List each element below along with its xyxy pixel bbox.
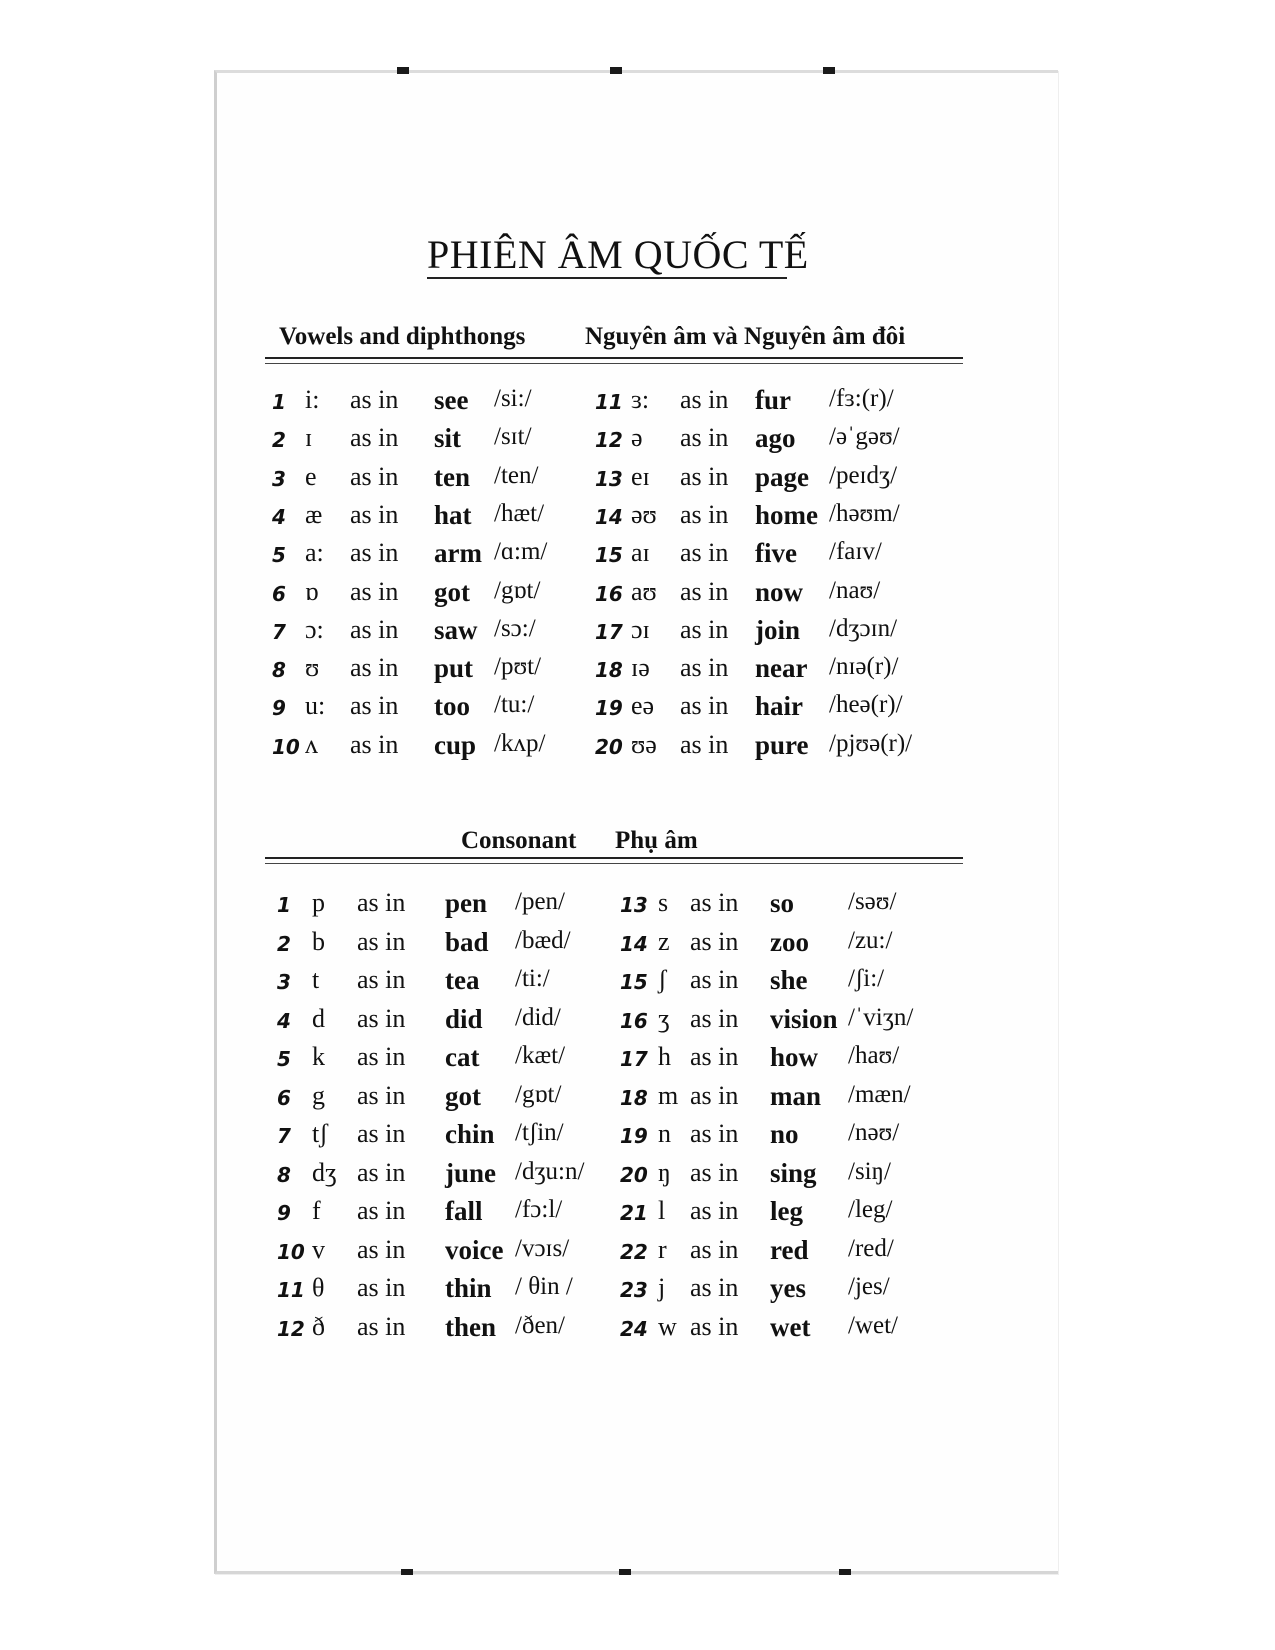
phoneme-symbol: aʊ xyxy=(631,576,657,606)
divider xyxy=(265,357,963,359)
example-word: see xyxy=(434,385,469,415)
phoneme-symbol: l xyxy=(658,1196,666,1225)
example-word: hair xyxy=(755,691,804,722)
row-number: 5 xyxy=(272,543,286,568)
as-in-label: as in xyxy=(350,691,399,721)
as-in-label: as in xyxy=(357,888,406,917)
example-word: bad xyxy=(445,926,489,957)
ipa-transcription: /pʊt/ xyxy=(494,653,542,681)
ipa-transcription: /ʃi:/ xyxy=(848,965,885,992)
ipa-transcription: /bæd/ xyxy=(515,926,571,954)
row-number: 19 xyxy=(595,696,623,721)
ipa-transcription: /ti:/ xyxy=(515,965,550,992)
phoneme-symbol: r xyxy=(658,1234,667,1264)
example-word: yes xyxy=(770,1273,806,1303)
phoneme-symbol: n xyxy=(658,1119,671,1148)
book-page xyxy=(214,70,1058,1574)
as-in-label: as in xyxy=(690,1042,739,1071)
row-number: 3 xyxy=(277,970,291,994)
phoneme-symbol: f xyxy=(312,1196,321,1225)
as-in-label: as in xyxy=(690,888,739,917)
example-word: wet xyxy=(770,1311,811,1342)
as-in-label: as in xyxy=(680,461,729,491)
row-number: 7 xyxy=(277,1124,291,1148)
as-in-label: as in xyxy=(680,576,729,606)
binding-mark xyxy=(619,1569,631,1575)
phoneme-symbol: e xyxy=(305,461,317,491)
as-in-label: as in xyxy=(690,1003,739,1033)
ipa-transcription: /zu:/ xyxy=(848,926,893,954)
example-word: cat xyxy=(445,1042,480,1072)
ipa-transcription: /ɑ:m/ xyxy=(494,538,548,566)
divider xyxy=(265,863,963,864)
row-number: 4 xyxy=(272,504,286,529)
ipa-transcription: /hæt/ xyxy=(494,499,545,527)
ipa-transcription: /fɜ:(r)/ xyxy=(829,385,894,412)
ipa-transcription: /kæt/ xyxy=(515,1042,566,1069)
row-number: 10 xyxy=(272,734,300,759)
example-word: sit xyxy=(434,423,461,454)
phoneme-symbol: ɜ: xyxy=(631,385,650,414)
ipa-transcription: /heə(r)/ xyxy=(829,691,903,719)
row-number: 6 xyxy=(277,1085,291,1110)
example-word: page xyxy=(755,461,809,492)
phoneme-symbol: ɔ: xyxy=(305,614,324,644)
row-number: 9 xyxy=(272,696,286,721)
as-in-label: as in xyxy=(357,1042,406,1071)
as-in-label: as in xyxy=(350,461,399,491)
row-number: 2 xyxy=(277,931,291,956)
example-word: ago xyxy=(755,423,796,454)
as-in-label: as in xyxy=(350,576,399,606)
row-number: 10 xyxy=(277,1239,305,1264)
as-in-label: as in xyxy=(690,965,739,994)
example-word: leg xyxy=(770,1196,803,1226)
row-number: 9 xyxy=(277,1201,291,1225)
example-word: she xyxy=(770,965,808,995)
example-word: tea xyxy=(445,965,480,995)
ipa-transcription: /tu:/ xyxy=(494,691,535,719)
phoneme-symbol: h xyxy=(658,1042,671,1071)
ipa-transcription: /mæn/ xyxy=(848,1080,911,1108)
example-word: chin xyxy=(445,1119,495,1149)
example-word: june xyxy=(445,1157,497,1188)
phoneme-symbol: g xyxy=(312,1080,325,1110)
as-in-label: as in xyxy=(350,538,399,568)
ipa-transcription: /haʊ/ xyxy=(848,1042,900,1069)
example-word: cup xyxy=(434,729,477,760)
row-number: 12 xyxy=(595,428,623,453)
example-word: red xyxy=(770,1234,809,1265)
example-word: five xyxy=(755,538,797,569)
ipa-transcription: /si:/ xyxy=(494,385,532,412)
as-in-label: as in xyxy=(350,614,399,644)
ipa-transcription: /ten/ xyxy=(494,461,539,489)
as-in-label: as in xyxy=(680,423,729,453)
as-in-label: as in xyxy=(680,538,729,568)
row-number: 2 xyxy=(272,428,286,453)
example-word: fur xyxy=(755,385,791,415)
row-number: 11 xyxy=(277,1278,305,1302)
phoneme-symbol: z xyxy=(658,926,670,956)
example-word: got xyxy=(434,576,470,607)
example-word: got xyxy=(445,1080,481,1111)
example-word: did xyxy=(445,1003,483,1034)
as-in-label: as in xyxy=(357,1157,406,1187)
phoneme-symbol: k xyxy=(312,1042,325,1071)
row-number: 12 xyxy=(277,1316,305,1341)
consonants-heading-vi: Phụ âm xyxy=(615,827,698,854)
ipa-transcription: /ðen/ xyxy=(515,1311,565,1339)
row-number: 22 xyxy=(620,1239,648,1264)
phoneme-symbol: eə xyxy=(631,691,655,721)
example-word: too xyxy=(434,691,470,722)
phoneme-symbol: b xyxy=(312,926,325,956)
row-number: 8 xyxy=(277,1162,291,1187)
ipa-transcription: /sɪt/ xyxy=(494,423,532,451)
as-in-label: as in xyxy=(350,653,399,683)
phoneme-symbol: əʊ xyxy=(631,499,657,529)
example-word: ten xyxy=(434,461,470,492)
example-word: sing xyxy=(770,1157,817,1188)
row-number: 18 xyxy=(620,1085,648,1110)
as-in-label: as in xyxy=(690,1157,739,1187)
as-in-label: as in xyxy=(690,1196,739,1225)
phoneme-symbol: ɪə xyxy=(631,653,650,683)
example-word: fall xyxy=(445,1196,483,1226)
example-word: arm xyxy=(434,538,482,569)
as-in-label: as in xyxy=(680,729,729,759)
as-in-label: as in xyxy=(690,926,739,956)
example-word: zoo xyxy=(770,926,809,957)
as-in-label: as in xyxy=(690,1119,739,1148)
as-in-label: as in xyxy=(690,1273,739,1302)
example-word: voice xyxy=(445,1234,504,1265)
ipa-transcription: /fɔ:l/ xyxy=(515,1196,563,1223)
binding-mark xyxy=(397,67,409,74)
as-in-label: as in xyxy=(357,1311,406,1341)
example-word: put xyxy=(434,653,474,684)
ipa-transcription: / θin / xyxy=(515,1273,573,1300)
ipa-transcription: /faɪv/ xyxy=(829,538,882,566)
as-in-label: as in xyxy=(690,1234,739,1264)
ipa-transcription: /ˈviʒn/ xyxy=(848,1003,914,1031)
phoneme-symbol: w xyxy=(658,1311,677,1341)
as-in-label: as in xyxy=(350,423,399,453)
as-in-label: as in xyxy=(357,1273,406,1302)
row-number: 20 xyxy=(595,734,623,759)
row-number: 18 xyxy=(595,658,623,683)
as-in-label: as in xyxy=(357,926,406,956)
phoneme-symbol: ɪ xyxy=(305,423,313,453)
phoneme-symbol: p xyxy=(312,888,325,917)
example-word: now xyxy=(755,576,804,607)
phoneme-symbol: dʒ xyxy=(312,1157,337,1187)
phoneme-symbol: tʃ xyxy=(312,1119,328,1148)
as-in-label: as in xyxy=(350,729,399,759)
row-number: 14 xyxy=(620,931,648,956)
phoneme-symbol: ʃ xyxy=(658,965,667,994)
phoneme-symbol: ʌ xyxy=(305,729,318,759)
row-number: 21 xyxy=(620,1201,648,1225)
example-word: so xyxy=(770,888,795,918)
phoneme-symbol: i: xyxy=(305,385,320,414)
ipa-transcription: /did/ xyxy=(515,1003,561,1031)
ipa-transcription: /gɒt/ xyxy=(494,576,541,604)
phoneme-symbol: ʊə xyxy=(631,729,657,759)
divider xyxy=(265,857,963,859)
phoneme-symbol: æ xyxy=(305,499,323,529)
row-number: 11 xyxy=(595,390,623,414)
row-number: 13 xyxy=(595,466,623,491)
as-in-label: as in xyxy=(357,1119,406,1148)
example-word: thin xyxy=(445,1273,492,1303)
as-in-label: as in xyxy=(357,1234,406,1264)
phoneme-symbol: t xyxy=(312,965,320,994)
row-number: 1 xyxy=(272,390,286,414)
phoneme-symbol: ɔɪ xyxy=(631,614,650,644)
vowels-heading-vi: Nguyên âm và Nguyên âm đôi xyxy=(585,323,906,350)
as-in-label: as in xyxy=(350,385,399,414)
phoneme-symbol: ʊ xyxy=(305,653,320,683)
vowels-heading-en: Vowels and diphthongs xyxy=(279,323,526,350)
row-number: 20 xyxy=(620,1162,648,1187)
row-number: 1 xyxy=(277,893,291,917)
consonants-heading-en: Consonant xyxy=(461,827,577,854)
row-number: 17 xyxy=(620,1047,648,1071)
as-in-label: as in xyxy=(350,499,399,529)
ipa-transcription: /pjʊə(r)/ xyxy=(829,729,913,757)
phoneme-symbol: ə xyxy=(631,423,643,453)
phoneme-symbol: u: xyxy=(305,691,326,721)
phoneme-symbol: θ xyxy=(312,1273,325,1302)
phoneme-symbol: ð xyxy=(312,1311,325,1341)
as-in-label: as in xyxy=(690,1080,739,1110)
as-in-label: as in xyxy=(357,965,406,994)
as-in-label: as in xyxy=(680,499,729,529)
phoneme-symbol: ŋ xyxy=(658,1157,671,1187)
phoneme-symbol: a: xyxy=(305,538,324,568)
as-in-label: as in xyxy=(680,614,729,644)
example-word: vision xyxy=(770,1003,838,1034)
phoneme-symbol: v xyxy=(312,1234,325,1264)
ipa-transcription: /wet/ xyxy=(848,1311,898,1339)
ipa-transcription: /naʊ/ xyxy=(829,576,881,604)
as-in-label: as in xyxy=(680,385,729,414)
ipa-transcription: /peɪdʒ/ xyxy=(829,461,898,489)
ipa-transcription: /leg/ xyxy=(848,1196,893,1223)
phoneme-symbol: eɪ xyxy=(631,461,650,491)
row-number: 8 xyxy=(272,658,286,683)
ipa-transcription: /səʊ/ xyxy=(848,888,897,915)
ipa-transcription: /kʌp/ xyxy=(494,729,546,757)
ipa-transcription: /siŋ/ xyxy=(848,1157,891,1185)
row-number: 14 xyxy=(595,504,623,529)
row-number: 23 xyxy=(620,1278,648,1302)
example-word: near xyxy=(755,653,808,684)
row-number: 3 xyxy=(272,466,286,491)
phoneme-symbol: s xyxy=(658,888,669,917)
as-in-label: as in xyxy=(680,653,729,683)
row-number: 16 xyxy=(595,581,623,606)
row-number: 4 xyxy=(277,1008,291,1033)
binding-mark xyxy=(610,67,622,74)
row-number: 7 xyxy=(272,619,286,644)
example-word: join xyxy=(755,614,801,645)
binding-mark xyxy=(839,1569,851,1575)
row-number: 17 xyxy=(595,619,623,644)
ipa-transcription: /tʃin/ xyxy=(515,1119,564,1146)
row-number: 15 xyxy=(620,970,648,994)
example-word: pure xyxy=(755,729,809,760)
example-word: home xyxy=(755,499,818,530)
example-word: pen xyxy=(445,888,488,918)
phoneme-symbol: d xyxy=(312,1003,325,1033)
example-word: how xyxy=(770,1042,819,1072)
ipa-transcription: /gɒt/ xyxy=(515,1080,562,1108)
ipa-transcription: /dʒɔɪn/ xyxy=(829,614,898,642)
ipa-transcription: /əˈgəʊ/ xyxy=(829,423,900,451)
row-number: 19 xyxy=(620,1124,648,1148)
ipa-transcription: /dʒu:n/ xyxy=(515,1157,585,1185)
ipa-transcription: /pen/ xyxy=(515,888,565,915)
ipa-transcription: /nəʊ/ xyxy=(848,1119,900,1146)
phoneme-symbol: m xyxy=(658,1080,679,1110)
example-word: then xyxy=(445,1311,497,1342)
row-number: 24 xyxy=(620,1316,648,1341)
ipa-transcription: /sɔ:/ xyxy=(494,614,536,642)
phoneme-symbol: ɒ xyxy=(305,576,319,606)
phoneme-symbol: j xyxy=(658,1273,666,1302)
example-word: no xyxy=(770,1119,799,1149)
example-word: saw xyxy=(434,614,478,645)
as-in-label: as in xyxy=(680,691,729,721)
binding-mark xyxy=(401,1569,413,1575)
as-in-label: as in xyxy=(357,1196,406,1225)
as-in-label: as in xyxy=(357,1003,406,1033)
phoneme-symbol: ʒ xyxy=(658,1003,670,1033)
row-number: 16 xyxy=(620,1008,648,1033)
divider xyxy=(265,363,963,364)
ipa-transcription: /jes/ xyxy=(848,1273,890,1300)
ipa-transcription: /vɔɪs/ xyxy=(515,1234,570,1262)
phoneme-symbol: aɪ xyxy=(631,538,650,568)
row-number: 6 xyxy=(272,581,286,606)
row-number: 5 xyxy=(277,1047,291,1071)
row-number: 15 xyxy=(595,543,623,568)
ipa-transcription: /red/ xyxy=(848,1234,894,1262)
ipa-transcription: /həʊm/ xyxy=(829,499,900,527)
example-word: hat xyxy=(434,499,472,530)
as-in-label: as in xyxy=(690,1311,739,1341)
row-number: 13 xyxy=(620,893,648,917)
page-title: PHIÊN ÂM QUỐC TẾ xyxy=(427,232,809,277)
ipa-transcription: /nɪə(r)/ xyxy=(829,653,899,681)
example-word: man xyxy=(770,1080,822,1111)
as-in-label: as in xyxy=(357,1080,406,1110)
binding-mark xyxy=(823,67,835,74)
